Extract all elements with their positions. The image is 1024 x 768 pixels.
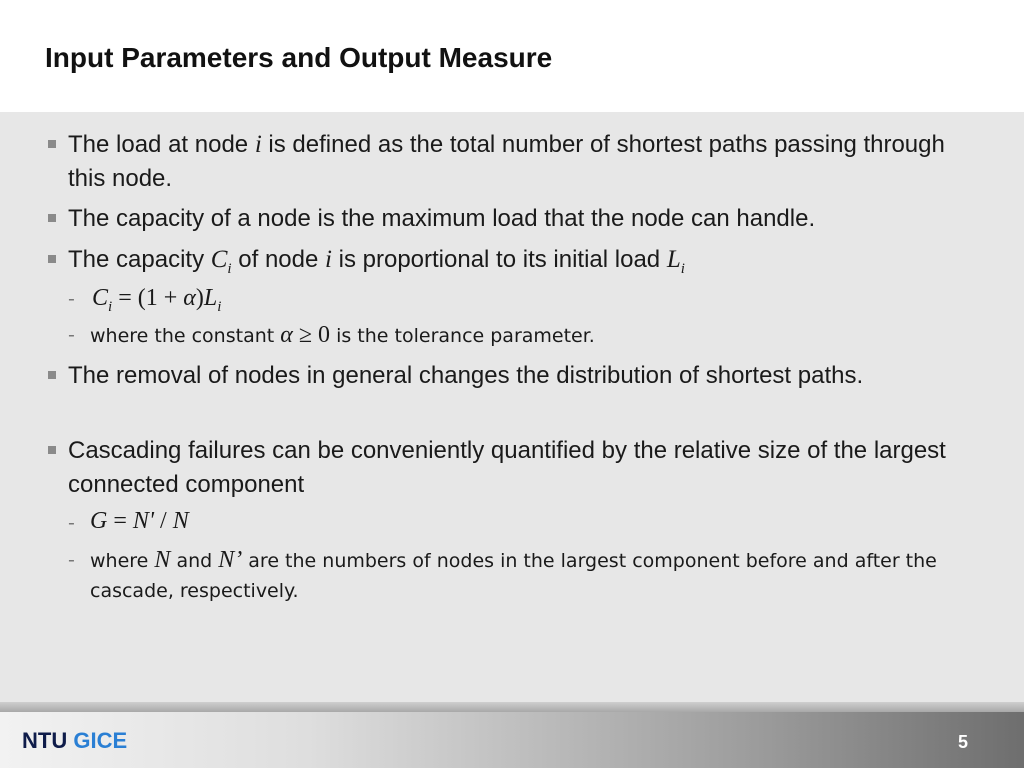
bullet-cascading-failures: Cascading failures can be conveniently quantified by the relative size of the largest connected component xyxy=(68,437,946,498)
bullet-text: is proportional to its initial load xyxy=(331,246,667,273)
bullet-load-definition xyxy=(68,128,978,196)
math-operator: = (1 + xyxy=(112,285,184,311)
note-text: is the tolerance parameter. xyxy=(330,325,595,347)
n-definition-note xyxy=(90,545,990,606)
footer-divider xyxy=(0,702,1024,712)
math-var-c xyxy=(210,246,232,277)
bullet-marker xyxy=(48,371,56,379)
math-symbol: L xyxy=(203,285,218,311)
note-text: and xyxy=(170,550,219,572)
logo-ntu-text: NTU xyxy=(22,728,68,753)
bullet-capacity-definition: The capacity of a node is the maximum load that the node can handle. xyxy=(68,205,816,232)
math-subscript: i xyxy=(108,298,113,315)
note-text: where xyxy=(90,550,155,572)
math-symbol: N xyxy=(154,547,171,573)
sub-bullet-dash: - xyxy=(68,512,75,534)
sub-bullet-dash: - xyxy=(68,288,75,310)
math-symbol: L xyxy=(666,246,681,273)
tolerance-note xyxy=(90,320,990,351)
math-symbol: C xyxy=(92,285,109,311)
bullet-text: is defined as the total number of shortest paths passing through this node. xyxy=(68,131,945,192)
math-symbol: N’ xyxy=(218,547,243,573)
slide-title: Input Parameters and Output Measure xyxy=(45,42,553,73)
slide-footer xyxy=(0,712,1024,768)
bullet-removal-effect: The removal of nodes in general changes the distribution of shortest paths. xyxy=(68,362,864,389)
bullet-text: The capacity xyxy=(68,246,211,273)
math-symbol: G xyxy=(90,508,108,534)
sub-bullet-dash: - xyxy=(68,324,75,346)
bullet-text: The load at node xyxy=(68,131,255,158)
capacity-equation xyxy=(92,283,992,322)
math-symbol: N' xyxy=(132,508,155,534)
math-symbol: α xyxy=(280,322,293,348)
math-subscript: i xyxy=(227,261,232,277)
bullet-text: of node xyxy=(231,246,326,273)
math-var-l xyxy=(666,246,685,277)
slide-content xyxy=(0,112,1024,702)
note-text: where the constant xyxy=(90,325,281,347)
math-operator: = xyxy=(107,508,133,534)
math-var-i: i xyxy=(325,246,332,273)
math-subscript: i xyxy=(217,298,222,315)
bullet-marker xyxy=(48,446,56,454)
math-symbol: N xyxy=(172,508,189,534)
sub-bullet-dash: - xyxy=(68,549,75,571)
math-operator: ≥ 0 xyxy=(292,322,331,348)
slide-header xyxy=(0,0,1024,112)
math-symbol: α xyxy=(183,285,196,311)
math-operator: / xyxy=(154,508,173,534)
g-equation xyxy=(90,506,990,536)
ntu-gice-logo xyxy=(22,728,127,754)
logo-gice-text: GICE xyxy=(73,728,128,753)
bullet-marker xyxy=(48,214,56,222)
math-subscript: i xyxy=(680,261,685,277)
note-text: are the numbers of nodes in the largest component before and after the cascade, respectively. xyxy=(90,550,937,602)
math-symbol: C xyxy=(210,246,228,273)
bullet-marker xyxy=(48,255,56,263)
math-operator: ) xyxy=(195,285,204,311)
page-number: 5 xyxy=(957,732,968,752)
math-var-i: i xyxy=(254,131,262,158)
bullet-capacity-proportional xyxy=(68,243,978,286)
tolerance-inequality xyxy=(280,322,330,348)
bullet-marker xyxy=(48,140,56,148)
